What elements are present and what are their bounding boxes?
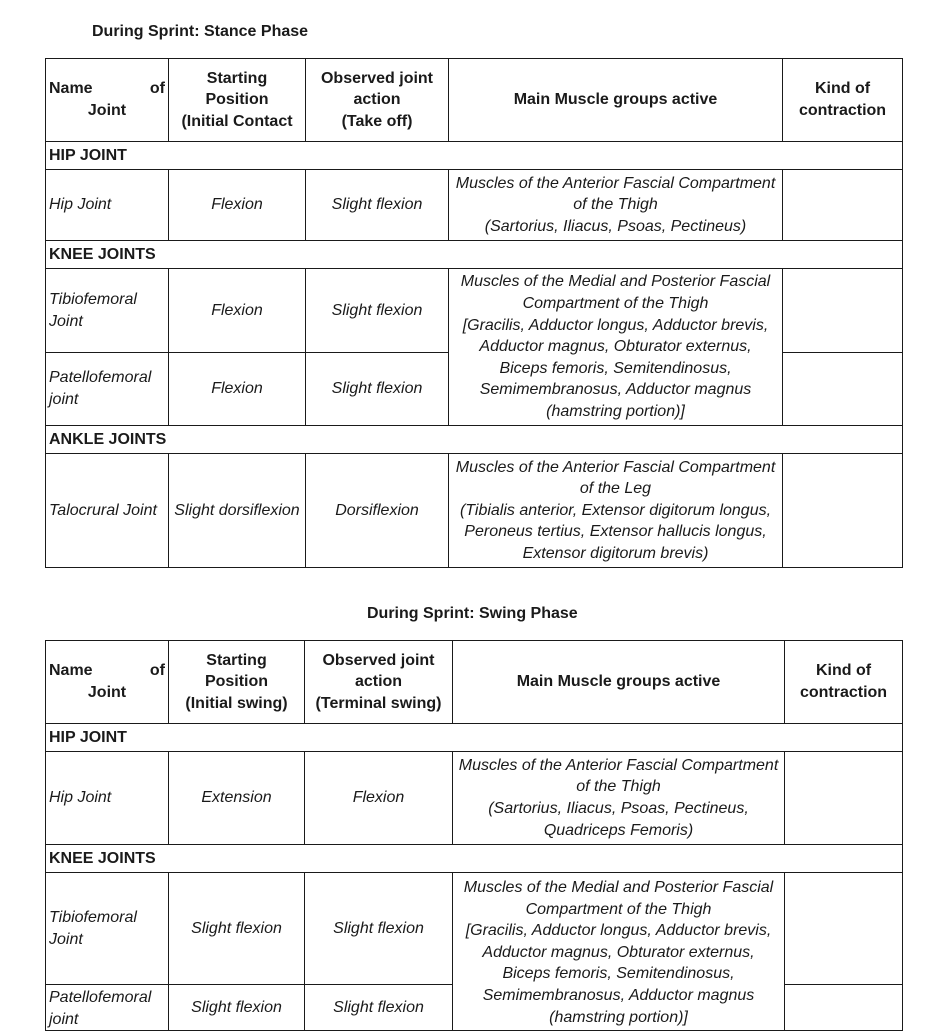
- table-row-hip-joint: [46, 752, 903, 845]
- observed-action: Slight flexion: [305, 985, 453, 1031]
- joint-name: [46, 873, 169, 985]
- muscle-line: Extensor digitorum brevis): [522, 544, 709, 562]
- header-observed-joint-action: [305, 641, 453, 724]
- header-name-of-joint: [46, 641, 169, 724]
- header-line: (Initial Contact: [181, 112, 293, 130]
- header-line: Kind of: [814, 80, 871, 98]
- group-row-hip: [46, 724, 903, 752]
- joint-name: Hip Joint: [46, 170, 169, 241]
- group-label-knee-joints: KNEE JOINTS: [46, 241, 903, 269]
- header-line: Observed joint: [320, 69, 434, 87]
- header-of-word: of: [149, 662, 165, 680]
- joint-name-line: Tibiofemoral: [49, 908, 137, 926]
- observed-action: Slight flexion: [306, 353, 449, 426]
- muscle-line: Adductor magnus, Obturator externus,: [479, 338, 752, 356]
- muscle-line: Quadriceps Femoris): [543, 821, 694, 839]
- starting-position: Flexion: [169, 170, 306, 241]
- header-line: Kind of: [815, 662, 872, 680]
- observed-action: Slight flexion: [305, 873, 453, 985]
- header-kind-of-contraction: [783, 59, 903, 142]
- header-line: action: [353, 91, 401, 109]
- muscle-line: Biceps femoris, Semitendinosus,: [502, 965, 735, 983]
- joint-name-line: joint: [49, 391, 79, 408]
- kind-of-contraction: [785, 752, 903, 845]
- joint-name-line: Joint: [49, 930, 83, 948]
- header-joint-word: Joint: [87, 684, 127, 701]
- muscle-line: Biceps femoris, Semitendinosus,: [499, 359, 732, 377]
- header-main-muscle-groups: Main Muscle groups active: [449, 59, 783, 142]
- header-starting-position: [169, 641, 305, 724]
- joint-name: Hip Joint: [46, 752, 169, 845]
- header-starting-position: [169, 59, 306, 142]
- header-name-word: Name: [49, 80, 93, 98]
- muscle-line: (hamstring portion)]: [549, 1008, 688, 1026]
- muscle-line: [Gracilis, Adductor longus, Adductor brevis,: [465, 922, 772, 940]
- table-row-talocrural: [46, 454, 903, 568]
- muscle-line: Semimembranosus, Adductor magnus: [479, 381, 752, 399]
- muscle-groups-knee: [449, 269, 783, 426]
- joint-name-line: Joint: [49, 312, 83, 330]
- joint-name: Talocrural Joint: [46, 454, 169, 568]
- header-line: Starting: [206, 69, 268, 87]
- header-of-word: of: [149, 80, 165, 98]
- header-line: contraction: [798, 102, 887, 119]
- table-header-row: [46, 641, 903, 724]
- swing-phase-table: [45, 640, 903, 1031]
- observed-action: Slight flexion: [306, 269, 449, 353]
- muscle-line: Compartment of the Thigh: [522, 295, 709, 313]
- table-row-tibiofemoral: [46, 269, 903, 353]
- muscle-line: (Sartorius, Iliacus, Psoas, Pectineus,: [488, 800, 749, 817]
- muscle-line: Muscles of the Medial and Posterior Fascial: [460, 273, 771, 291]
- muscle-line: Muscles of the Medial and Posterior Fascial: [463, 879, 774, 896]
- group-label-hip-joint: HIP JOINT: [46, 142, 903, 170]
- header-joint-word: Joint: [87, 102, 127, 119]
- kind-of-contraction: [783, 353, 903, 426]
- table-row-hip-joint: [46, 170, 903, 241]
- swing-phase-title: During Sprint: Swing Phase: [367, 605, 578, 622]
- observed-action: Dorsiflexion: [306, 454, 449, 568]
- joint-name: [46, 269, 169, 353]
- muscle-groups: [453, 752, 785, 845]
- header-line: Position: [204, 673, 269, 691]
- kind-of-contraction: [783, 269, 903, 353]
- group-row-ankle: [46, 426, 903, 454]
- muscle-groups-knee: [453, 873, 785, 1031]
- muscle-groups: [449, 170, 783, 241]
- group-row-knee: [46, 241, 903, 269]
- muscle-groups: [449, 454, 783, 568]
- starting-position: Flexion: [169, 269, 306, 353]
- header-line: (Initial swing): [185, 694, 288, 712]
- muscle-line: Adductor magnus, Obturator externus,: [482, 943, 755, 961]
- muscle-line: of the Thigh: [576, 778, 661, 796]
- joint-name-line: joint: [49, 1010, 79, 1028]
- muscle-line: Muscles of the Anterior Fascial Compartment: [455, 458, 776, 476]
- observed-action: Flexion: [305, 752, 453, 845]
- kind-of-contraction: [783, 454, 903, 568]
- muscle-line: of the Thigh: [573, 196, 658, 214]
- stance-phase-title: During Sprint: Stance Phase: [92, 23, 309, 40]
- header-observed-joint-action: [306, 59, 449, 142]
- starting-position: Extension: [169, 752, 305, 845]
- stance-phase-table: [45, 58, 903, 568]
- starting-position: Flexion: [169, 353, 306, 426]
- header-line: contraction: [799, 684, 888, 701]
- header-line: action: [354, 673, 403, 691]
- muscle-line: Muscles of the Anterior Fascial Compartment: [458, 756, 779, 774]
- header-name-word: Name: [49, 662, 93, 680]
- muscle-line: Peroneus tertius, Extensor hallucis longus,: [464, 523, 767, 541]
- joint-name-line: Patellofemoral: [49, 989, 152, 1006]
- starting-position: Slight flexion: [169, 873, 305, 985]
- kind-of-contraction: [785, 873, 903, 985]
- kind-of-contraction: [783, 170, 903, 241]
- muscle-line: (Tibialis anterior, Extensor digitorum longus,: [459, 501, 772, 519]
- header-line: Starting: [206, 651, 267, 669]
- joint-name: [46, 353, 169, 426]
- muscle-line: Compartment of the Thigh: [525, 900, 712, 918]
- observed-action: Slight flexion: [306, 170, 449, 241]
- muscle-line: [Gracilis, Adductor longus, Adductor brevis,: [462, 316, 769, 334]
- group-label-knee-joints: KNEE JOINTS: [46, 845, 903, 873]
- starting-position: Slight dorsiflexion: [169, 454, 306, 568]
- muscle-line: Semimembranosus, Adductor magnus: [482, 986, 755, 1004]
- table-header-row: [46, 59, 903, 142]
- header-kind-of-contraction: [785, 641, 903, 724]
- group-label-ankle-joints: ANKLE JOINTS: [46, 426, 903, 454]
- table-row-tibiofemoral: [46, 873, 903, 985]
- joint-name-line: Tibiofemoral: [49, 290, 137, 308]
- joint-name-line: Patellofemoral: [49, 369, 152, 387]
- muscle-line: of the Leg: [579, 480, 652, 498]
- header-name-of-joint: [46, 59, 169, 142]
- starting-position: Slight flexion: [169, 985, 305, 1031]
- group-row-hip: [46, 142, 903, 170]
- header-main-muscle-groups: Main Muscle groups active: [453, 641, 785, 724]
- muscle-line: Muscles of the Anterior Fascial Compartment: [455, 174, 776, 192]
- muscle-line: (Sartorius, Iliacus, Psoas, Pectineus): [484, 217, 747, 235]
- header-line: Observed joint: [322, 651, 435, 669]
- header-line: Position: [205, 91, 269, 109]
- header-line: (Take off): [341, 112, 413, 130]
- group-label-hip-joint: HIP JOINT: [46, 724, 903, 752]
- group-row-knee: [46, 845, 903, 873]
- header-line: (Terminal swing): [315, 694, 442, 712]
- muscle-line: (hamstring portion)]: [546, 402, 685, 420]
